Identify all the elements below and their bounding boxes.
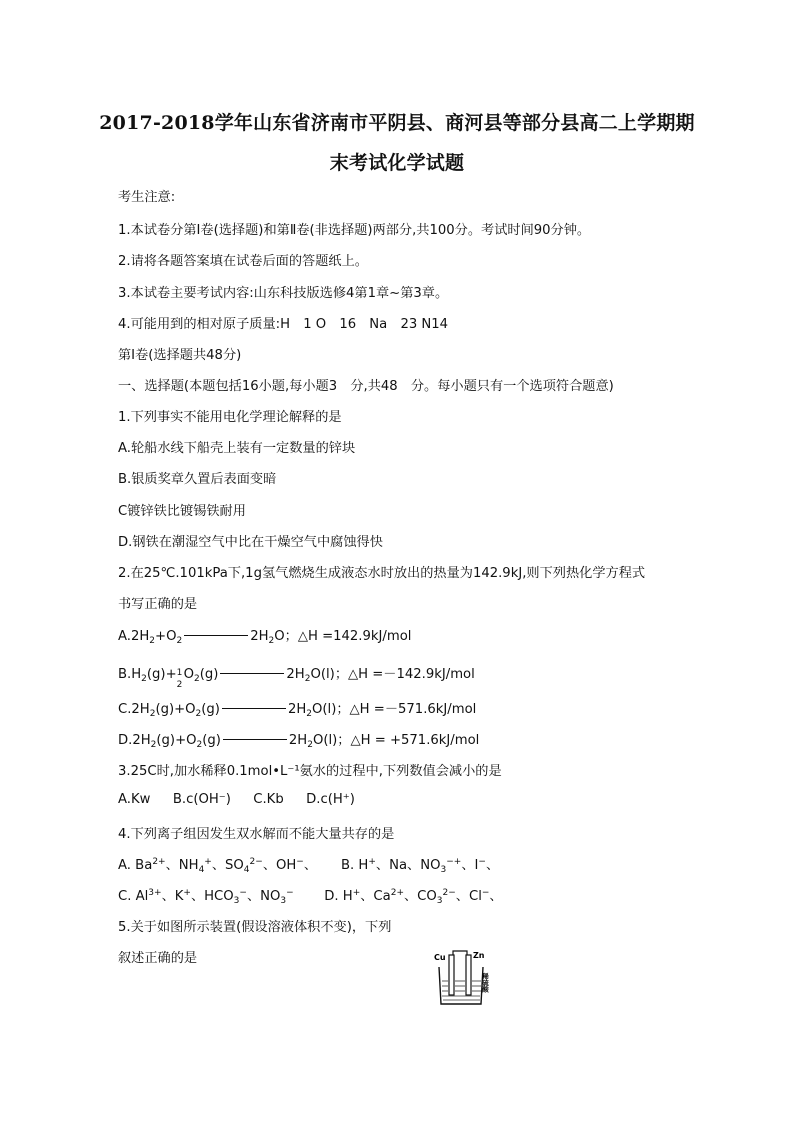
- q2-stem-line2: 书写正确的是: [118, 597, 198, 612]
- notice-item-4: 4.可能用到的相对原子质量:H 1 O 16 Na 23 N14: [118, 317, 449, 332]
- wire: [453, 951, 467, 955]
- q5-stem-line2: 叙述正确的是: [118, 951, 198, 966]
- page-title-line2: 末考试化学试题: [329, 152, 465, 174]
- q3-option-d: D.c(H⁺): [306, 792, 355, 807]
- cu-label: Cu: [434, 953, 446, 962]
- q3-options: [118, 792, 355, 807]
- q3-option-a: A.Kw: [118, 792, 151, 807]
- q4-options-cd: C. $Al^{3+}$、K+、$HCO_3^-$、$NO_3^-$ D. H+、$Ca^{2+}$、$CO_3^{2-}$、Cl−、: [118, 888, 503, 906]
- notice-item-2: 2.请将各题答案填在试卷后面的答题纸上。: [118, 254, 368, 269]
- q4-stem: 4.下列离子组因发生双水解而不能大量共存的是: [118, 827, 395, 842]
- q1-option-c: C镀锌铁比镀锡铁耐用: [118, 504, 246, 519]
- beaker: [439, 967, 483, 1004]
- q1-option-b: B.银质奖章久置后表面变暗: [118, 472, 277, 487]
- notice-item-1: 1.本试卷分第Ⅰ卷(选择题)和第Ⅱ卷(非选择题)两部分,共100分。考试时间90分钟。: [118, 223, 591, 238]
- section-heading: 第Ⅰ卷(选择题共48分): [118, 348, 242, 363]
- q5-stem-line1: 5.关于如图所示装置(假设溶液体积不变)，下列: [118, 920, 392, 935]
- notice-item-3: 3.本试卷主要考试内容:山东科技版选修4第1章~第3章。: [118, 286, 449, 301]
- cu-electrode: [449, 955, 454, 995]
- electrochemical-cell-diagram: [433, 949, 495, 1009]
- zn-label: Zn: [473, 951, 485, 960]
- q2-option-d: $D.2H_2(g)+O_2(g)$ $2H_2O(l)$；△H = +571.6kJ/mol: [118, 733, 480, 750]
- section-instructions: 一、选择题(本题包括16小题,每小题3 分,共48 分。每小题只有一个选项符合题意): [118, 379, 614, 394]
- q1-option-a: A.轮船水线下船壳上装有一定数量的锌块: [118, 441, 356, 456]
- q3-stem: 3.25C时,加水稀释0.1mol•L⁻¹氨水的过程中,下列数值会减小的是: [118, 764, 502, 779]
- q3-option-c: C.Kb: [253, 792, 284, 807]
- q3-option-b: B.c(OH⁻): [172, 792, 231, 807]
- zn-electrode: [466, 955, 471, 995]
- solution-lines: [442, 981, 481, 1000]
- notice-heading: 考生注意:: [118, 190, 176, 205]
- q2-stem-line1: 2.在25℃.101kPa下,1g氢气燃烧生成液态水时放出的热量为142.9kJ,则下列热化学方程式: [118, 566, 646, 581]
- q1-stem: 1.下列事实不能用电化学理论解释的是: [118, 410, 342, 425]
- q2-option-c: $C.2H_2(g)+O_2(g)$ $2H_2O(l)$；△H =－571.6kJ/mol: [118, 702, 477, 719]
- q2-option-a: $A.2H_2+O_2$ $2H_2O$；△H =142.9kJ/mol: [118, 629, 412, 646]
- q1-option-d: D.钢铁在潮湿空气中比在干燥空气中腐蚀得快: [118, 535, 383, 550]
- liquid-label: 稀硫酸: [481, 973, 489, 993]
- q2-option-b: $B.H_2(g)+$ 1 2 $O_2(g)$ $2H_2O(l)$；△H =－142.9kJ/mol: [118, 667, 475, 690]
- page-title-line1: 2017-2018学年山东省济南市平阴县、商河县等部分县高二上学期期: [99, 112, 695, 134]
- q4-options-ab: A. $Ba^{2+}$、$NH_4^+$、$SO_4^{2-}$、OH−、 B. H+、Na、$NO_3^{-+}$、I−、: [118, 857, 500, 875]
